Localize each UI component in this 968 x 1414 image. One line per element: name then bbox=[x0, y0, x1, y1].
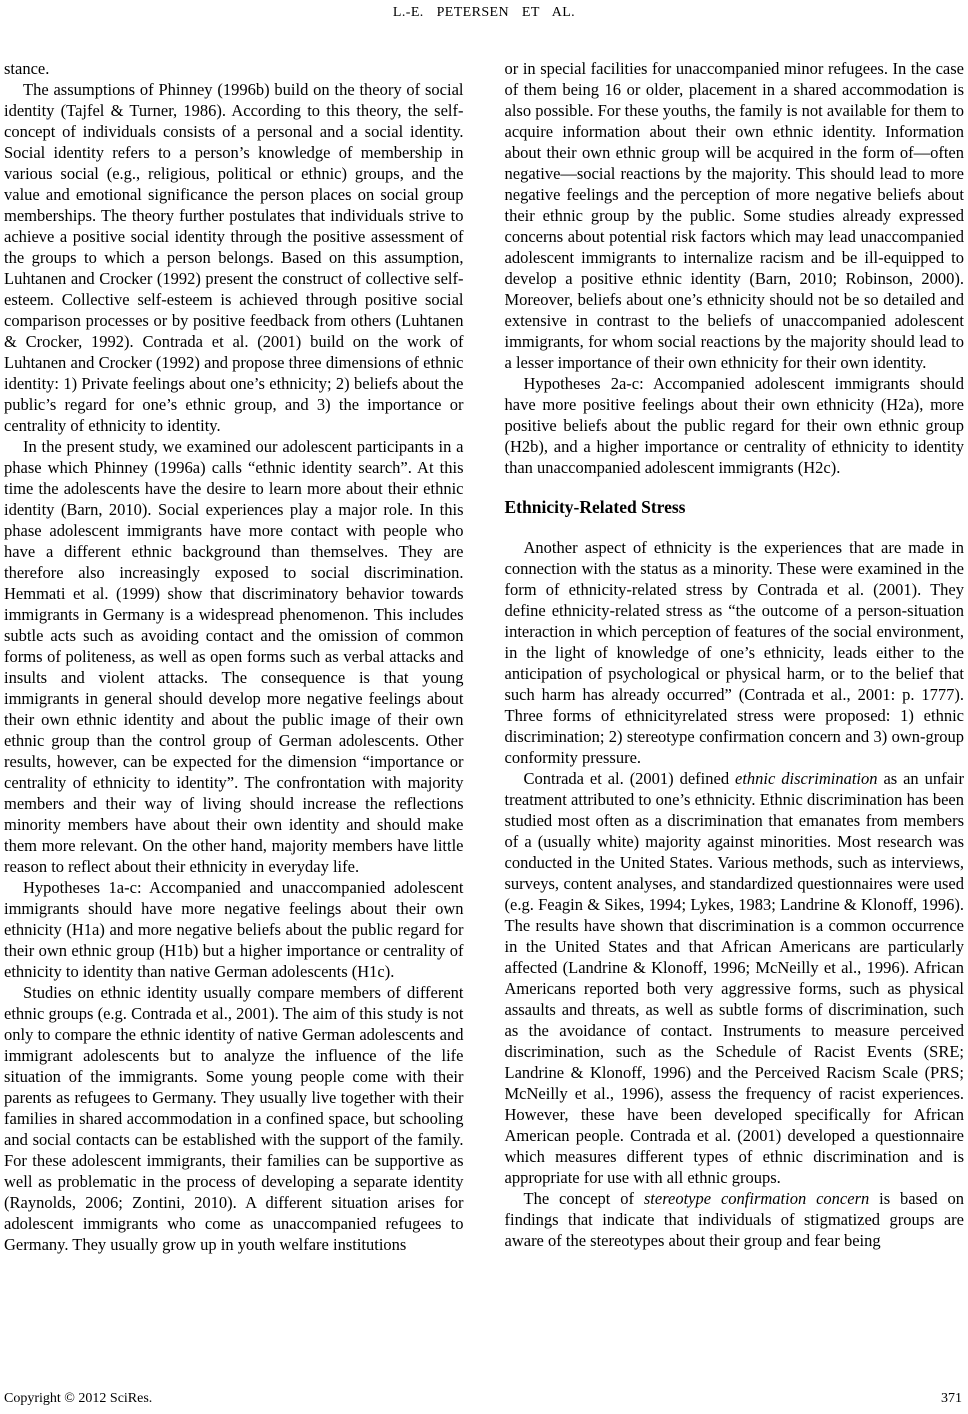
section-heading bbox=[505, 497, 965, 518]
italic-term: stereotype confirmation concern bbox=[643, 1189, 870, 1208]
text-segment: is based on findings that indicate that individuals of stigmatized groups are aware of the stereotypes about their group and fear being bbox=[504, 1189, 964, 1250]
text-segment: The assumptions of Phinney (1996b) build on the theory of social identity (Tajfel & Turner, 1986). According to this theory, the self-concept of individuals consists of a personal and a social identity. Social identity refers to a person’s knowledge of membership in various social (e.g., religious, political or ethnic) groups, and the value and emotional significance the person places on social group memberships. The theory further postulates that individuals strive to achieve a positive social identity through the positive assessment of the groups to which a person belongs. Based on this assumption, Luhtanen and Crocker (1992) present the construct of collective self-esteem. Collective self-esteem is achieved through positive social comparison processes or by positive feedback from others (Luhtanen & Crocker, 1992). Contrada et al. (2001) build on the work of Luhtanen and Crocker (1992) and propose three dimensions of ethnic identity: 1) Private feelings about one’s ethnicity; 2) beliefs about the public’s regard for one’s ethnic group, and 3) the importance or centrality of ethnicity to identity. bbox=[4, 80, 464, 435]
text-segment: Another aspect of ethnicity is the experiences that are made in connection with the status as a minority. These were examined in the form of ethnicity-related stress by Contrada et al. (2001). They define ethnicity-related stress as “the outcome of a person-situation interaction in which perception of features of the social environment, in the light of knowledge of one’s ethnicity, leads either to the anticipation of psychological or physical harm, or to the belief that such harm has already occurred” (Contrada et al., 2001: p. 1777). Three forms of ethnicityrelated stress were proposed: 1) ethnic discrimination; 2) stereotype confirmation concern and 3) own-group conformity pressure. bbox=[504, 538, 964, 767]
page-footer bbox=[4, 1390, 962, 1408]
text-segment: Contrada et al. (2001) defined bbox=[523, 769, 736, 788]
column-left bbox=[4, 58, 464, 1255]
text-segment: In the present study, we examined our adolescent participants in a phase which Phinney (1996a) calls “ethnic identity search”. At this time the adolescents have the desire to learn more about their ethnic identity (Barn, 2010). Social experiences play a major role. In this phase adolescent immigrants have more contact with people who have a different ethnic background than themselves. They are therefore also increasingly exposed to social discrimination. Hemmati et al. (1999) show that discriminatory behavior towards immigrants in Germany is a widespread phenomenon. This includes subtle acts such as avoiding contact and the omission of common forms of politeness, as well as open forms such as verbal attacks and insults and violent attacks. The consequence is that young immigrants in general should develop more negative feelings about their own ethnic identity and about the public image of their own ethnic group than the control group of German adolescents. Other results, however, can be expected for the dimension “importance or centrality of ethnicity to identity”. The confrontation with majority members and their way of living should increase the reflections minority members have about their own identity and should make them more relevant. On the other hand, majority members have little reason to reflect about their ethnicity in everyday life. bbox=[4, 437, 464, 876]
running-head: L.-E. PETERSEN ET AL. bbox=[392, 5, 576, 20]
text-segment: stance. bbox=[4, 59, 50, 78]
text-segment: Ethnicity-Related Stress bbox=[504, 497, 686, 517]
page-number: 371 bbox=[941, 1391, 962, 1406]
text-segment: Studies on ethnic identity usually compare members of different ethnic groups (e.g. Contrada et al., 2001). The aim of this study is not only to compare the ethnic identity of native German adolescents and immigrant adolescents but to analyze the influence of the life situation of the immigrants. Some young people come with their parents as refugees to Germany. They usually live together with their families in shared accommodation in a confined space, but schooling and social contacts can be established with the support of the family. For these adolescent immigrants, their families can be supportive as well as problematic in the process of developing a separate identity (Raynolds, 2006; Zontini, 2010). A different situation arises for adolescent immigrants who come as unaccompanied refugees to Germany. They usually grow up in youth welfare institutions bbox=[4, 983, 464, 1254]
paragraph bbox=[4, 79, 464, 436]
paragraph bbox=[4, 877, 464, 982]
paragraph bbox=[4, 436, 464, 877]
text-segment: Hypotheses 2a-c: Accompanied adolescent immigrants should have more positive feelings about their own ethnicity (H2a), more positive beliefs about the public regard for their own ethnic group (H2b), and a higher importance or centrality of ethnicity to identity than unaccompanied adolescent immigrants (H2c). bbox=[504, 374, 964, 477]
paragraph bbox=[4, 982, 464, 1255]
copyright-notice: Copyright © 2012 SciRes. bbox=[4, 1391, 153, 1406]
body-columns bbox=[4, 58, 964, 1255]
text-segment: or in special facilities for unaccompanied minor refugees. In the case of them being 16 or older, placement in a shared accommodation is also possible. For these youths, the family is not available for them to acquire information about their own ethnic identity. Information about their own ethnic group will be acquired in the form of—often negative—social reactions by the majority. This should lead to more negative feelings and the perception of more negative beliefs about their ethnic group by the public. Some studies already expressed concerns about potential risk factors which may lead unaccompanied adolescent immigrants to internalize racism and be ill-equipped to develop a positive ethnic identity (Barn, 2010; Robinson, 2000). Moreover, beliefs about one’s ethnicity should not be so detailed and extensive in contrast to the beliefs of unaccompanied adolescent immigrants, for whom social reactions by the majority should lead to a lesser importance of their own ethnicity for their own identity. bbox=[504, 59, 964, 372]
paragraph bbox=[505, 768, 965, 1188]
text-segment: as an unfair treatment attributed to one’s ethnicity. Ethnic discrimination has been studied most often as a discrimination that emanates from members of a (usually white) majority against minorities. Most research was conducted in the United States. Various methods, such as interviews, surveys, content analyses, and standardized questionnaires were used (e.g. Feagin & Sikes, 1994; Lykes, 1983; Landrine & Klonoff, 1996). The results have shown that discrimination is a common occurrence in the United States and that African Americans are particularly affected (Landrine & Klonoff, 1996; McNeilly et al., 1996). African Americans reported both very aggressive forms, such as physical assaults and threats, as well as subtle forms of discrimination, such as the avoidance of contact. Instruments to measure perceived discrimination, such as the Schedule of Racist Events (SRE; Landrine & Klonoff, 1996) and the Perceived Racism Scale (PRS; McNeilly et al., 1996), assess the frequency of racist experiences. However, these have been developed specifically for African American people. Contrada et al. (2001) developed a questionnaire which measures different types of ethnic discrimination and is appropriate for use with all ethnic groups. bbox=[504, 769, 965, 1187]
paragraph bbox=[505, 537, 965, 768]
paragraph bbox=[505, 58, 965, 373]
text-segment: Hypotheses 1a-c: Accompanied and unaccompanied adolescent immigrants should have more negative feelings about their own ethnicity (H1a) and more negative beliefs about the public regard for their own ethnic group (H1b) but a higher importance or centrality of ethnicity to identity than native German adolescents (H1c). bbox=[4, 878, 464, 981]
italic-term: ethnic discrimination bbox=[735, 769, 878, 788]
paragraph bbox=[4, 58, 464, 79]
column-right bbox=[505, 58, 965, 1255]
text-segment: The concept of bbox=[523, 1189, 644, 1208]
paragraph bbox=[505, 373, 965, 478]
paragraph bbox=[505, 1188, 965, 1251]
